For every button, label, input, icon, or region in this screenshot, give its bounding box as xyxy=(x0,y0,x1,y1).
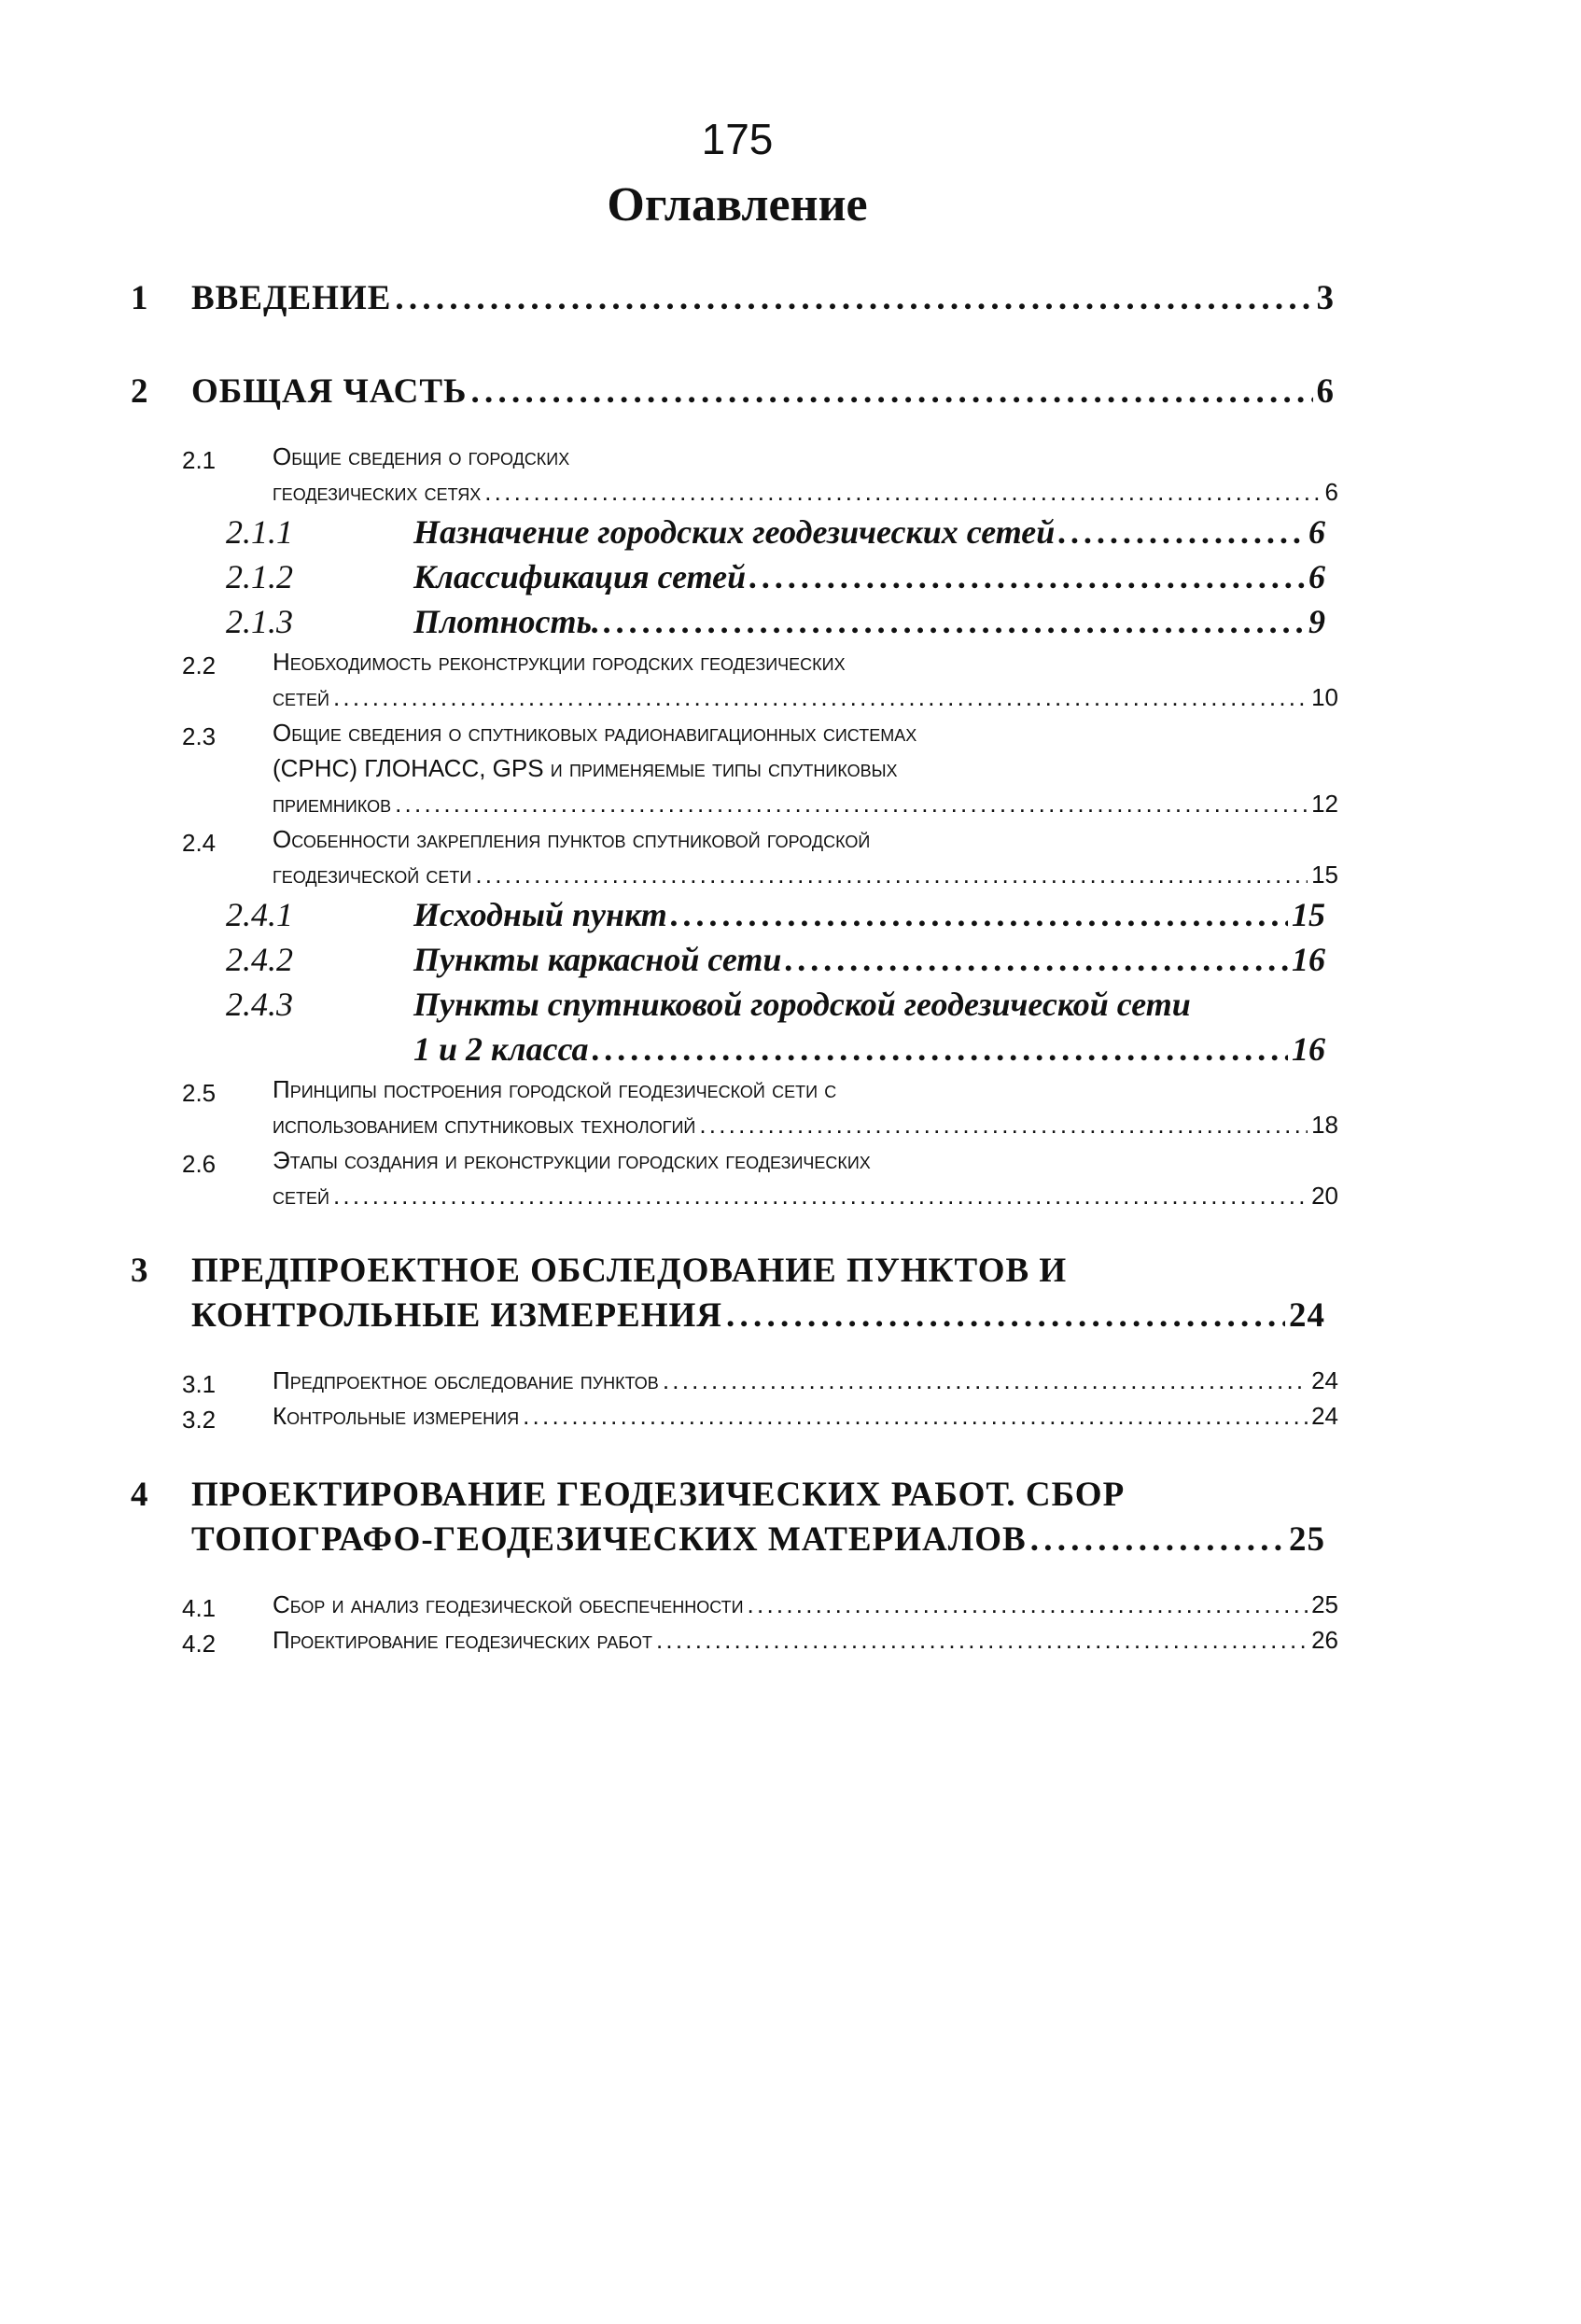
toc-page: 20 xyxy=(1311,1182,1338,1210)
toc-title-text: сетей xyxy=(273,1182,329,1210)
toc-number: 3.2 xyxy=(182,1406,217,1434)
toc-page: 24 xyxy=(1311,1366,1338,1394)
toc-section-2-1[interactable] xyxy=(0,439,1581,510)
dot-leader xyxy=(333,679,1308,715)
toc-subsection-2-4-3[interactable] xyxy=(0,982,1581,1071)
toc-subsection-2-1-1[interactable] xyxy=(0,510,1581,554)
toc-number: 2.4 xyxy=(182,829,217,857)
toc-title-text: приемников xyxy=(273,790,392,818)
dot-leader xyxy=(671,892,1288,937)
toc-subsection-2-4-1[interactable] xyxy=(0,892,1581,937)
dot-leader xyxy=(785,937,1288,982)
toc-section-2-3[interactable] xyxy=(0,715,1581,821)
dot-leader xyxy=(1058,510,1305,554)
toc-number: 2.3 xyxy=(182,722,217,750)
toc-page: 26 xyxy=(1311,1626,1338,1654)
toc-page: 18 xyxy=(1311,1111,1338,1139)
toc-page: 15 xyxy=(1292,896,1325,933)
toc-page: 6 xyxy=(1324,478,1338,506)
toc-page: 3 xyxy=(1316,279,1335,317)
toc-page: 6 xyxy=(1308,558,1325,595)
toc-title-line: Общие сведения о городских xyxy=(273,442,570,470)
toc-page: 9 xyxy=(1308,603,1325,640)
toc-title-text: Проектирование геодезических работ xyxy=(273,1626,652,1654)
table-of-contents xyxy=(0,271,1581,1658)
toc-number: 3 xyxy=(131,1252,149,1290)
toc-page: 10 xyxy=(1311,683,1338,711)
toc-number: 4.1 xyxy=(182,1594,217,1622)
toc-number: 2.1.2 xyxy=(226,558,293,595)
toc-number: 2.1 xyxy=(182,446,217,474)
toc-section-2-4[interactable] xyxy=(0,821,1581,892)
toc-chapter-1[interactable] xyxy=(0,276,1581,321)
toc-title-line: Этапы создания и реконструкции городских геодезических xyxy=(273,1146,871,1174)
toc-page: 15 xyxy=(1311,861,1338,889)
toc-page: 16 xyxy=(1292,941,1325,978)
toc-chapter-2[interactable] xyxy=(0,370,1581,414)
toc-subsection-2-1-3[interactable] xyxy=(0,599,1581,644)
toc-page: 24 xyxy=(1289,1296,1325,1335)
toc-title-text: геодезических сетях xyxy=(273,478,482,506)
dot-leader xyxy=(470,370,1312,414)
toc-number: 2.1.3 xyxy=(226,603,293,640)
dot-leader xyxy=(699,1107,1308,1142)
page-number: 175 xyxy=(701,115,774,163)
toc-page: 16 xyxy=(1292,1030,1325,1068)
dot-leader xyxy=(333,1178,1308,1213)
toc-title-text: КОНТРОЛЬНЫЕ ИЗМЕРЕНИЯ xyxy=(191,1296,723,1335)
toc-section-4-1[interactable] xyxy=(0,1587,1581,1622)
toc-section-2-6[interactable] xyxy=(0,1142,1581,1213)
toc-chapter-4[interactable] xyxy=(0,1473,1581,1562)
toc-subsection-2-4-2[interactable] xyxy=(0,937,1581,982)
toc-title-text: сетей xyxy=(273,683,329,711)
toc-number: 1 xyxy=(131,279,149,317)
toc-title-text: Пункты каркасной сети xyxy=(413,941,782,978)
toc-number: 2 xyxy=(131,372,149,411)
toc-title-text: ВВЕДЕНИЕ xyxy=(191,279,392,317)
toc-title-line: Необходимость реконструкции городских геодезических xyxy=(273,648,846,676)
toc-title-text: Назначение городских геодезических сетей xyxy=(413,513,1056,551)
dot-leader xyxy=(395,276,1312,321)
toc-title-line: Пункты спутниковой городской геодезической сети xyxy=(413,986,1191,1023)
toc-title-line: Принципы построения городской геодезической сети с xyxy=(273,1075,837,1103)
toc-title-line: (СРНС) ГЛОНАСС, GPS и применяемые типы спутниковых xyxy=(273,754,898,782)
toc-title-text: ТОПОГРАФО-ГЕОДЕЗИЧЕСКИХ МАТЕРИАЛОВ xyxy=(191,1520,1027,1559)
toc-title-text: Классификация сетей xyxy=(413,558,747,595)
toc-section-2-2[interactable] xyxy=(0,644,1581,715)
dot-leader xyxy=(604,599,1305,644)
dot-leader xyxy=(663,1363,1308,1398)
toc-title-text: использованием спутниковых технологий xyxy=(273,1111,696,1139)
toc-page: 24 xyxy=(1311,1402,1338,1430)
toc-title-line: ПРЕДПРОЕКТНОЕ ОБСЛЕДОВАНИЕ ПУНКТОВ И xyxy=(191,1252,1068,1290)
dot-leader xyxy=(726,1294,1285,1338)
toc-number: 4 xyxy=(131,1476,149,1514)
toc-page: 12 xyxy=(1311,790,1338,818)
toc-number: 2.4.2 xyxy=(226,941,293,978)
toc-page: 25 xyxy=(1311,1590,1338,1618)
toc-chapter-3[interactable] xyxy=(0,1249,1581,1338)
toc-title-text: Предпроектное обследование пунктов xyxy=(273,1366,659,1394)
toc-number: 2.1.1 xyxy=(226,513,293,551)
dot-leader xyxy=(395,786,1308,821)
dot-leader xyxy=(523,1398,1308,1434)
toc-number: 2.4.1 xyxy=(226,896,293,933)
dot-leader xyxy=(484,474,1321,510)
toc-title: Оглавление xyxy=(607,178,868,231)
dot-leader xyxy=(1030,1518,1285,1562)
toc-title-text: Плотность. xyxy=(413,603,600,640)
toc-section-3-1[interactable] xyxy=(0,1363,1581,1398)
toc-number: 2.6 xyxy=(182,1150,217,1178)
dot-leader xyxy=(748,1587,1308,1622)
toc-title-text: Исходный пункт xyxy=(413,896,667,933)
toc-number: 2.2 xyxy=(182,651,217,679)
dot-leader xyxy=(475,857,1308,892)
toc-title-line: Общие сведения о спутниковых радионавигационных системах xyxy=(273,719,917,747)
toc-page: 6 xyxy=(1316,372,1335,411)
toc-number: 3.1 xyxy=(182,1370,217,1398)
toc-title-text: Сбор и анализ геодезической обеспеченности xyxy=(273,1590,744,1618)
dot-leader xyxy=(593,1027,1289,1071)
toc-number: 4.2 xyxy=(182,1630,217,1658)
toc-section-3-2[interactable] xyxy=(0,1398,1581,1434)
toc-title-line: Особенности закрепления пунктов спутниковой городской xyxy=(273,825,871,853)
toc-title-text: геодезической сети xyxy=(273,861,472,889)
toc-number: 2.4.3 xyxy=(226,986,293,1023)
toc-title-line: ПРОЕКТИРОВАНИЕ ГЕОДЕЗИЧЕСКИХ РАБОТ. СБОР xyxy=(191,1476,1126,1514)
toc-section-4-2[interactable] xyxy=(0,1622,1581,1658)
toc-subsection-2-1-2[interactable] xyxy=(0,554,1581,599)
toc-title-text: ОБЩАЯ ЧАСТЬ xyxy=(191,372,468,411)
toc-page: 6 xyxy=(1308,513,1325,551)
toc-section-2-5[interactable] xyxy=(0,1071,1581,1142)
dot-leader xyxy=(749,554,1305,599)
toc-number: 2.5 xyxy=(182,1079,217,1107)
toc-title-text: Контрольные измерения xyxy=(273,1402,520,1430)
toc-page: 25 xyxy=(1289,1520,1325,1559)
dot-leader xyxy=(656,1622,1308,1658)
toc-title-text: 1 и 2 класса xyxy=(413,1030,589,1068)
